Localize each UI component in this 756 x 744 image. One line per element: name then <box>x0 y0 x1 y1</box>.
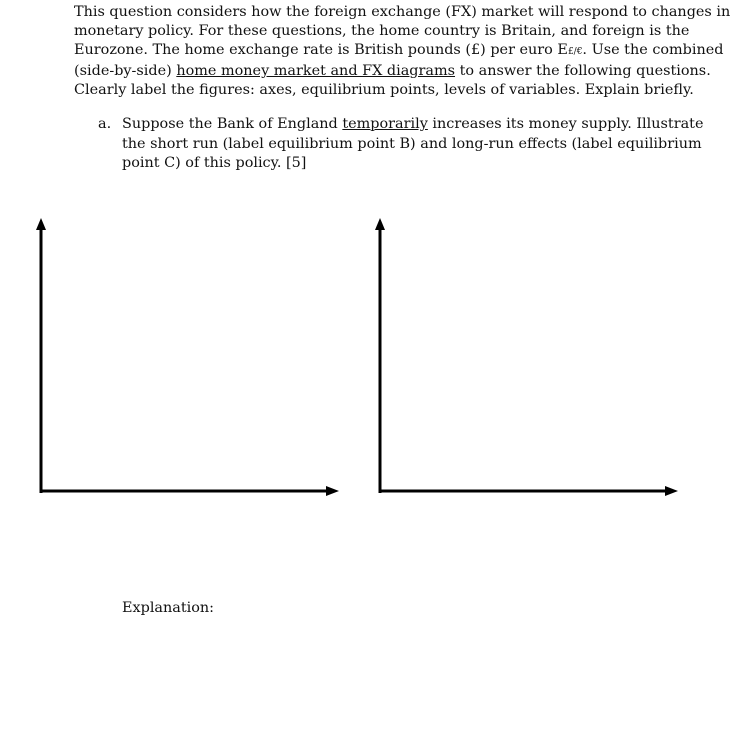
question-a-after: increases its money supply. Illustrate the short run (label equilibrium point B) and long-run effects (label equilibrium point C) of this policy. [5] <box>122 116 704 171</box>
intro-sentence-1: This question considers how the foreign exchange (FX) market will respond to changes in monetary policy. For these questions, the home country is Britain, and foreign is the Eurozone. The home exchange rate is British pounds (£) per euro <box>74 4 731 58</box>
money-market-y-arrow-icon <box>36 218 46 230</box>
intro-sentence-3: to answer the following questions. Clearly label the figures: axes, equilibrium points, levels of variables. Explain briefly. <box>74 63 711 98</box>
money-market-axes <box>36 218 339 496</box>
money-market-x-arrow-icon <box>326 486 339 496</box>
intro-underlined-phrase: home money market and FX diagrams <box>176 63 456 79</box>
question-a-underlined: temporarily <box>342 116 428 132</box>
exchange-rate-subscript: £/€ <box>567 47 583 57</box>
explanation-label: Explanation: <box>122 600 215 616</box>
question-a-letter: a. <box>98 116 112 132</box>
fx-market-y-arrow-icon <box>375 218 385 230</box>
fx-market-x-arrow-icon <box>665 486 678 496</box>
intro-sentence-2: . Use the combined (side-by-side) <box>74 42 724 79</box>
question-a-before: Suppose the Bank of England <box>122 116 343 132</box>
fx-market-axes <box>375 218 678 496</box>
exchange-rate-symbol: E <box>557 42 568 58</box>
